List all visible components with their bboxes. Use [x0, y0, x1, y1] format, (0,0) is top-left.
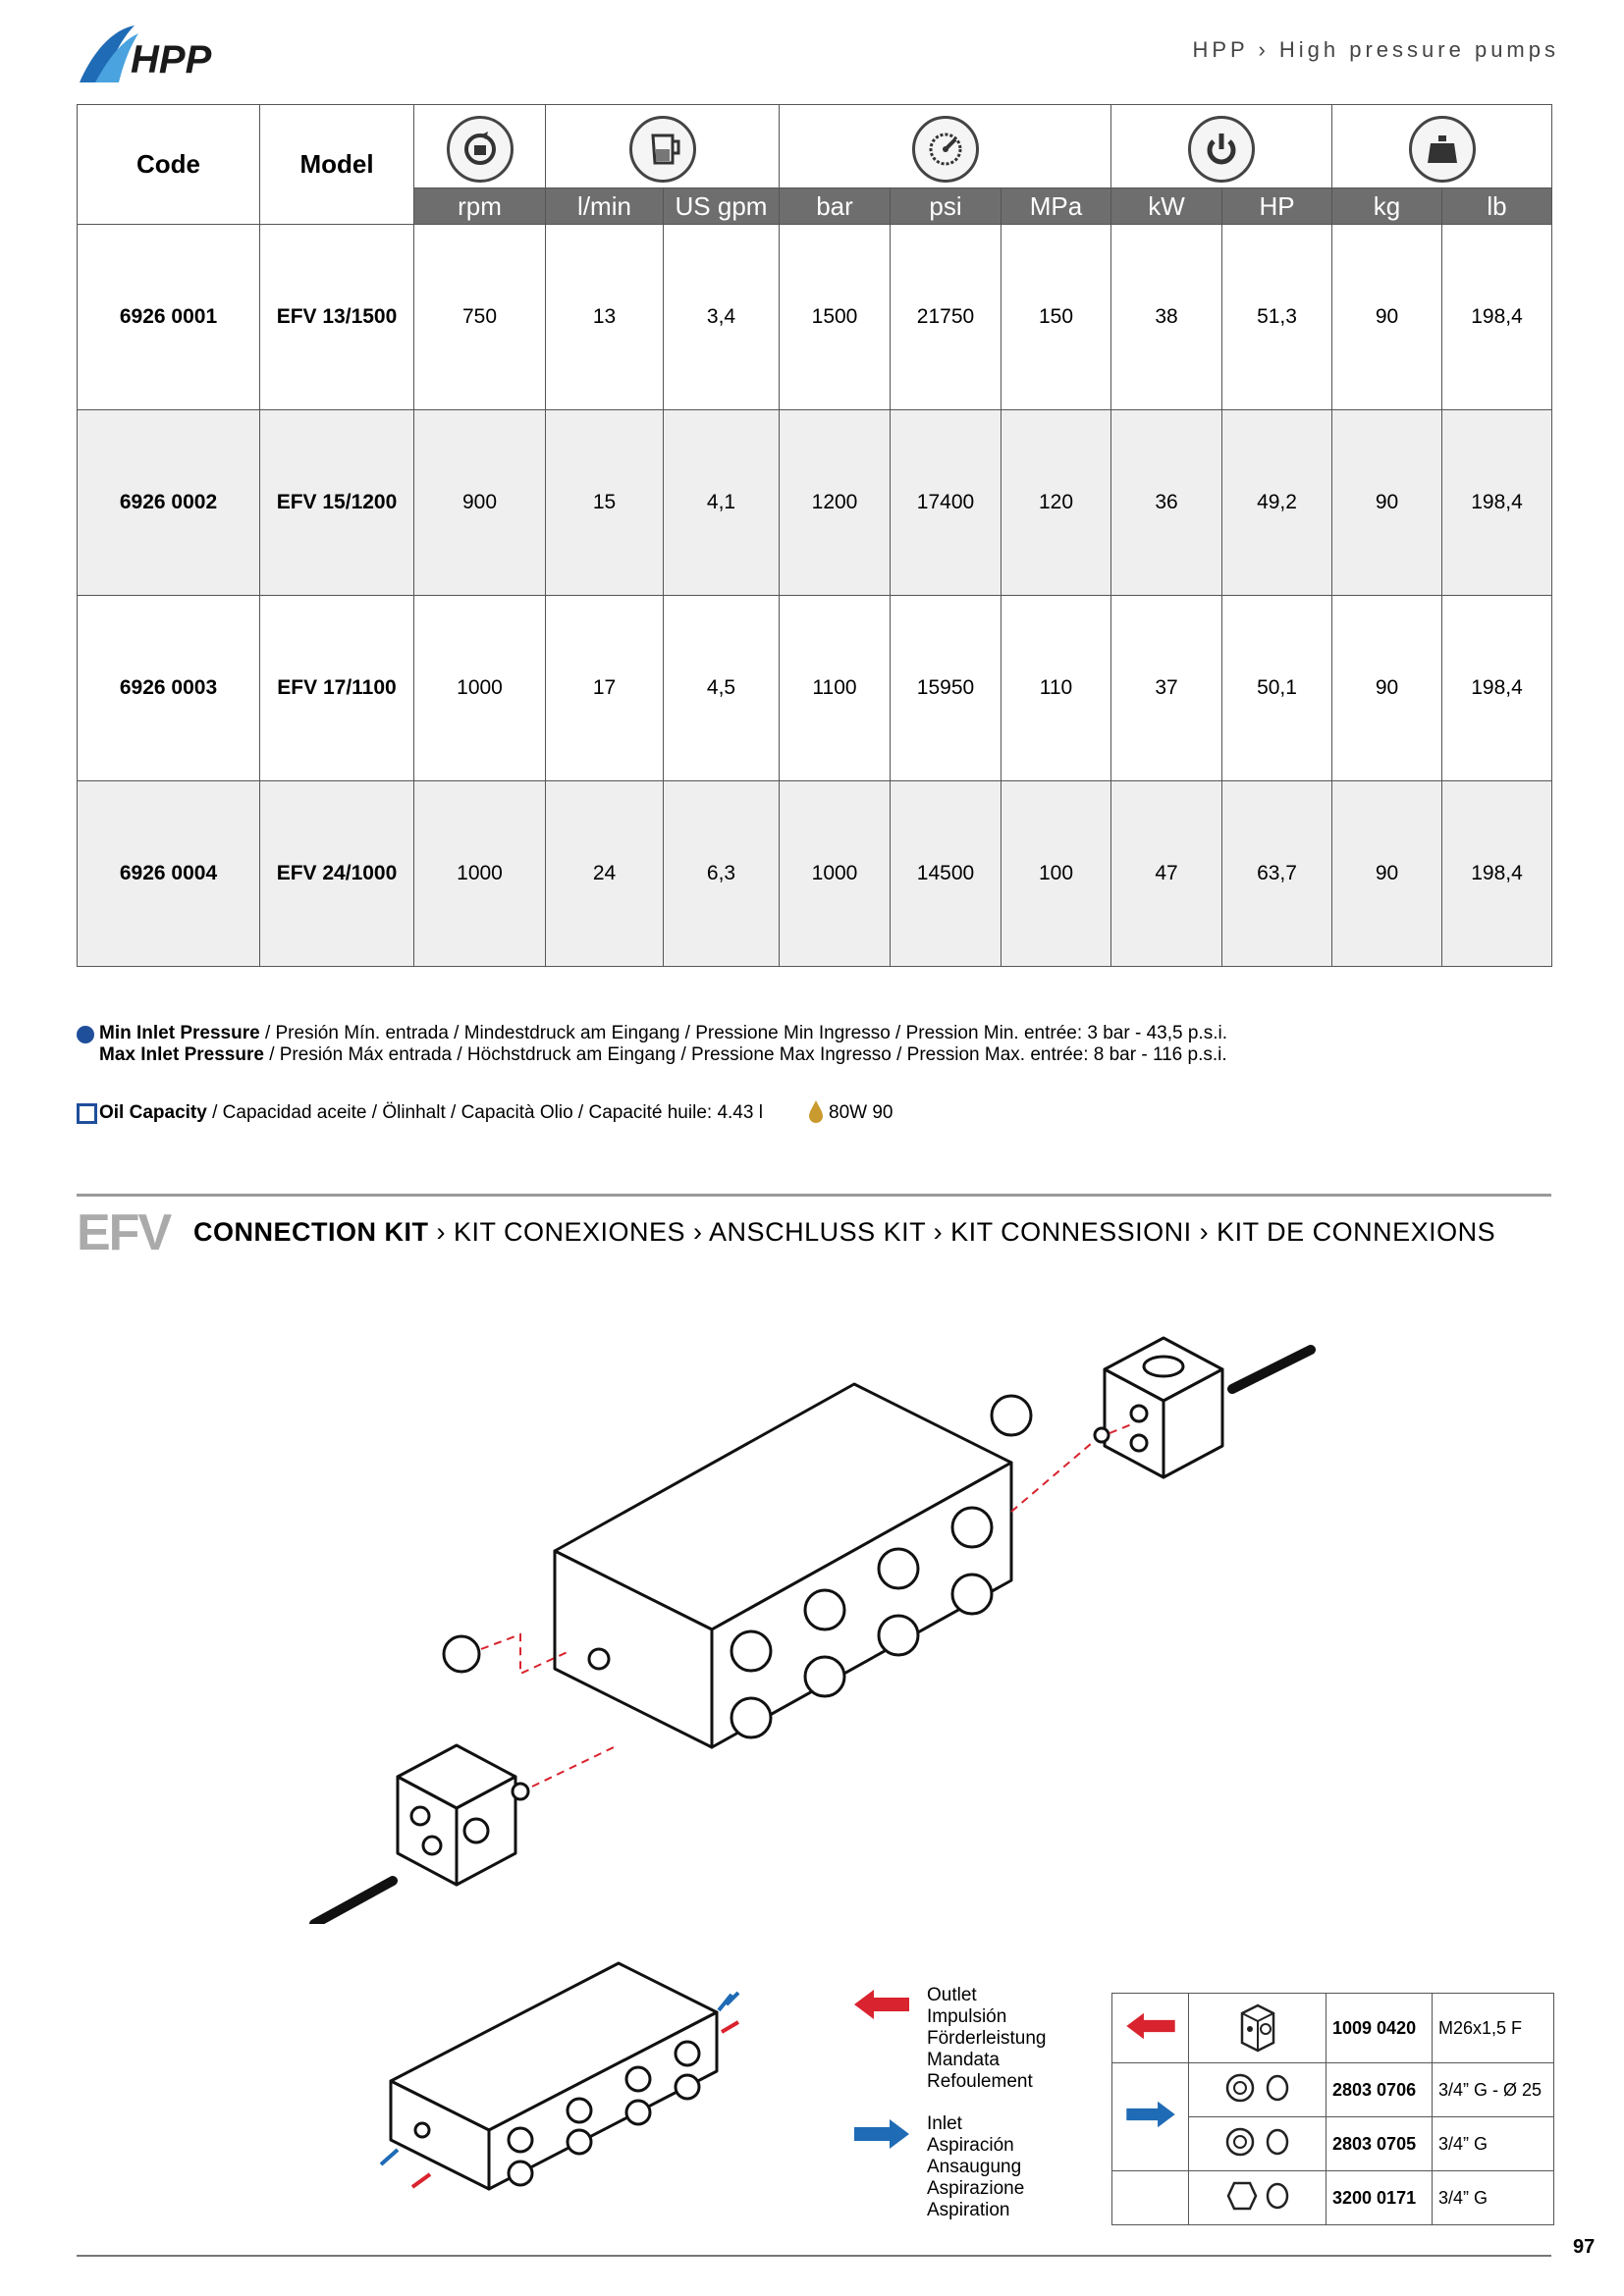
- row-value: 13: [546, 225, 664, 410]
- outlet-label-0: Outlet: [927, 1985, 977, 2005]
- footer-divider: [77, 2255, 1551, 2257]
- row-value: 198,4: [1442, 596, 1552, 781]
- row-code: 6926 0002: [78, 410, 260, 596]
- row-code: 6926 0001: [78, 225, 260, 410]
- min-inlet-text: / Presión Mín. entrada / Mindestdruck am Eingang / Pressione Min Ingresso / Pression Min. entrée: 3 bar - 43,5 p.s.i.: [259, 1023, 1227, 1043]
- parts-empty-cell: [1112, 2171, 1189, 2225]
- spec-table-body: [78, 225, 1552, 967]
- row-value: 100: [1001, 781, 1111, 967]
- max-inlet-text: / Presión Máx entrada / Höchstdruck am Eingang / Pressione Max Ingresso / Pression Max. entrée: 8 bar - 116 p.s.i.: [263, 1044, 1227, 1065]
- min-inlet-label: Min Inlet Pressure: [99, 1023, 260, 1043]
- row-value: 150: [1001, 225, 1111, 410]
- row-value: 15950: [891, 596, 1001, 781]
- row-value: 49,2: [1222, 410, 1332, 596]
- parts-block-icon-cell: [1189, 1994, 1326, 2063]
- part-code-3: 3200 0171: [1326, 2171, 1433, 2225]
- unit-bar: bar: [780, 188, 891, 225]
- inlet-label-3: Aspirazione: [927, 2178, 1025, 2199]
- parts-plug-icon-cell: [1189, 2171, 1326, 2225]
- unit-rpm: rpm: [414, 188, 546, 225]
- row-value: 1100: [780, 596, 891, 781]
- unit-kg: kg: [1332, 188, 1442, 225]
- parts-outlet-arrow-icon: [1122, 2011, 1179, 2041]
- speed-icon-cell: [414, 105, 546, 188]
- row-value: 1000: [414, 781, 546, 967]
- page-number: 97: [1573, 2236, 1596, 2258]
- row-value: 15: [546, 410, 664, 596]
- oil-drop-icon: [807, 1099, 825, 1128]
- spec-table: [77, 104, 1552, 967]
- row-value: 17: [546, 596, 664, 781]
- row-value: 36: [1111, 410, 1222, 596]
- row-model: EFV 17/1100: [260, 596, 414, 781]
- inlet-legend: [927, 2113, 1024, 2221]
- row-value: 47: [1111, 781, 1222, 967]
- row-value: 1000: [780, 781, 891, 967]
- inlet-label-4: Aspiration: [927, 2200, 1010, 2220]
- row-value: 110: [1001, 596, 1111, 781]
- oil-capacity-text: / Capacidad aceite / Ölinhalt / Capacità Olio / Capacité huile: 4.43 l: [206, 1102, 763, 1123]
- part-desc-2: 3/4” G: [1433, 2117, 1554, 2171]
- hpp-logo: [74, 22, 250, 90]
- row-code: 6926 0004: [78, 781, 260, 967]
- outlet-label-2: Förderleistung: [927, 2028, 1047, 2049]
- row-value: 198,4: [1442, 781, 1552, 967]
- row-value: 24: [546, 781, 664, 967]
- inlet-label-1: Aspiración: [927, 2135, 1014, 2156]
- outlet-legend: [927, 1985, 1046, 2093]
- section-title-rest: › KIT CONEXIONES › ANSCHLUSS KIT › KIT CONNESSIONI › KIT DE CONNEXIONS: [428, 1217, 1496, 1247]
- row-value: 17400: [891, 410, 1001, 596]
- row-value: 14500: [891, 781, 1001, 967]
- section-code: EFV: [77, 1204, 171, 1261]
- row-value: 90: [1332, 225, 1442, 410]
- row-value: 1200: [780, 410, 891, 596]
- parts-nipple-icon-cell-1: [1189, 2063, 1326, 2117]
- section-title: [193, 1217, 1495, 1248]
- col-model-header: Model: [260, 105, 414, 225]
- table-row: [78, 225, 1552, 410]
- inlet-pressure-bullet-icon: [77, 1026, 94, 1043]
- outlet-label-3: Mandata: [927, 2050, 1000, 2070]
- row-value: 198,4: [1442, 410, 1552, 596]
- row-value: 50,1: [1222, 596, 1332, 781]
- table-row: [78, 781, 1552, 967]
- part-code-1: 2803 0706: [1326, 2063, 1433, 2117]
- row-value: 198,4: [1442, 225, 1552, 410]
- nipple-fitting-icon-2: [1218, 2125, 1297, 2159]
- row-value: 120: [1001, 410, 1111, 596]
- part-desc-0: M26x1,5 F: [1433, 1994, 1554, 2063]
- section-divider: [77, 1194, 1551, 1197]
- parts-inlet-arrow-cell: [1112, 2063, 1189, 2171]
- oil-capacity-bullet-icon: [77, 1103, 97, 1124]
- block-fitting-icon: [1236, 2000, 1279, 2053]
- oil-capacity-label: Oil Capacity: [99, 1102, 207, 1123]
- speed-icon: [447, 116, 514, 183]
- unit-usgpm: US gpm: [664, 188, 780, 225]
- row-value: 6,3: [664, 781, 780, 967]
- parts-nipple-icon-cell-2: [1189, 2117, 1326, 2171]
- row-value: 900: [414, 410, 546, 596]
- part-desc-3: 3/4” G: [1433, 2171, 1554, 2225]
- section-title-bold: CONNECTION KIT: [193, 1217, 429, 1247]
- row-model: EFV 24/1000: [260, 781, 414, 967]
- flow-direction-diagram: [373, 1934, 785, 2214]
- row-value: 1500: [780, 225, 891, 410]
- row-value: 90: [1332, 781, 1442, 967]
- inlet-label-0: Inlet: [927, 2113, 962, 2134]
- col-code-header: Code: [78, 105, 260, 225]
- unit-lmin: l/min: [546, 188, 664, 225]
- row-value: 3,4: [664, 225, 780, 410]
- row-value: 21750: [891, 225, 1001, 410]
- pressure-gauge-icon: [912, 116, 979, 183]
- nipple-fitting-icon: [1218, 2071, 1297, 2105]
- row-value: 90: [1332, 596, 1442, 781]
- parts-inlet-arrow-icon: [1122, 2100, 1179, 2129]
- row-value: 750: [414, 225, 546, 410]
- header-title: HPP › High pressure pumps: [1192, 37, 1559, 62]
- weight-icon-cell: [1332, 105, 1552, 188]
- row-value: 37: [1111, 596, 1222, 781]
- table-row: [78, 410, 1552, 596]
- outlet-label-1: Impulsión: [927, 2006, 1007, 2027]
- pressure-icon-cell: [780, 105, 1111, 188]
- connection-kit-exploded-diagram: [275, 1296, 1355, 1929]
- inlet-label-2: Ansaugung: [927, 2157, 1022, 2177]
- unit-kw: kW: [1111, 188, 1222, 225]
- outlet-arrow-icon: [852, 1988, 911, 2026]
- plug-fitting-icon: [1218, 2177, 1297, 2215]
- row-value: 4,5: [664, 596, 780, 781]
- parts-outlet-arrow-cell: [1112, 1994, 1189, 2063]
- row-model: EFV 15/1200: [260, 410, 414, 596]
- part-code-2: 2803 0705: [1326, 2117, 1433, 2171]
- outlet-label-4: Refoulement: [927, 2071, 1033, 2092]
- row-value: 63,7: [1222, 781, 1332, 967]
- oil-type: 80W 90: [829, 1102, 893, 1123]
- max-inlet-label: Max Inlet Pressure: [99, 1044, 264, 1065]
- unit-lb: lb: [1442, 188, 1552, 225]
- power-icon: [1188, 116, 1255, 183]
- part-desc-1: 3/4” G - Ø 25: [1433, 2063, 1554, 2117]
- parts-table: [1111, 1993, 1554, 2225]
- flow-icon-cell: [546, 105, 780, 188]
- svg-text:HPP: HPP: [131, 38, 212, 81]
- max-inlet-note: [99, 1044, 1227, 1066]
- unit-psi: psi: [891, 188, 1001, 225]
- min-inlet-note: [99, 1023, 1227, 1044]
- row-value: 38: [1111, 225, 1222, 410]
- row-value: 4,1: [664, 410, 780, 596]
- unit-hp: HP: [1222, 188, 1332, 225]
- row-value: 51,3: [1222, 225, 1332, 410]
- row-model: EFV 13/1500: [260, 225, 414, 410]
- power-icon-cell: [1111, 105, 1332, 188]
- row-code: 6926 0003: [78, 596, 260, 781]
- table-row: [78, 596, 1552, 781]
- oil-capacity-note: [99, 1102, 763, 1124]
- unit-mpa: MPa: [1001, 188, 1111, 225]
- part-code-0: 1009 0420: [1326, 1994, 1433, 2063]
- weight-icon: [1409, 116, 1476, 183]
- row-value: 90: [1332, 410, 1442, 596]
- flow-jug-icon: [629, 116, 696, 183]
- inlet-arrow-icon: [852, 2117, 911, 2156]
- row-value: 1000: [414, 596, 546, 781]
